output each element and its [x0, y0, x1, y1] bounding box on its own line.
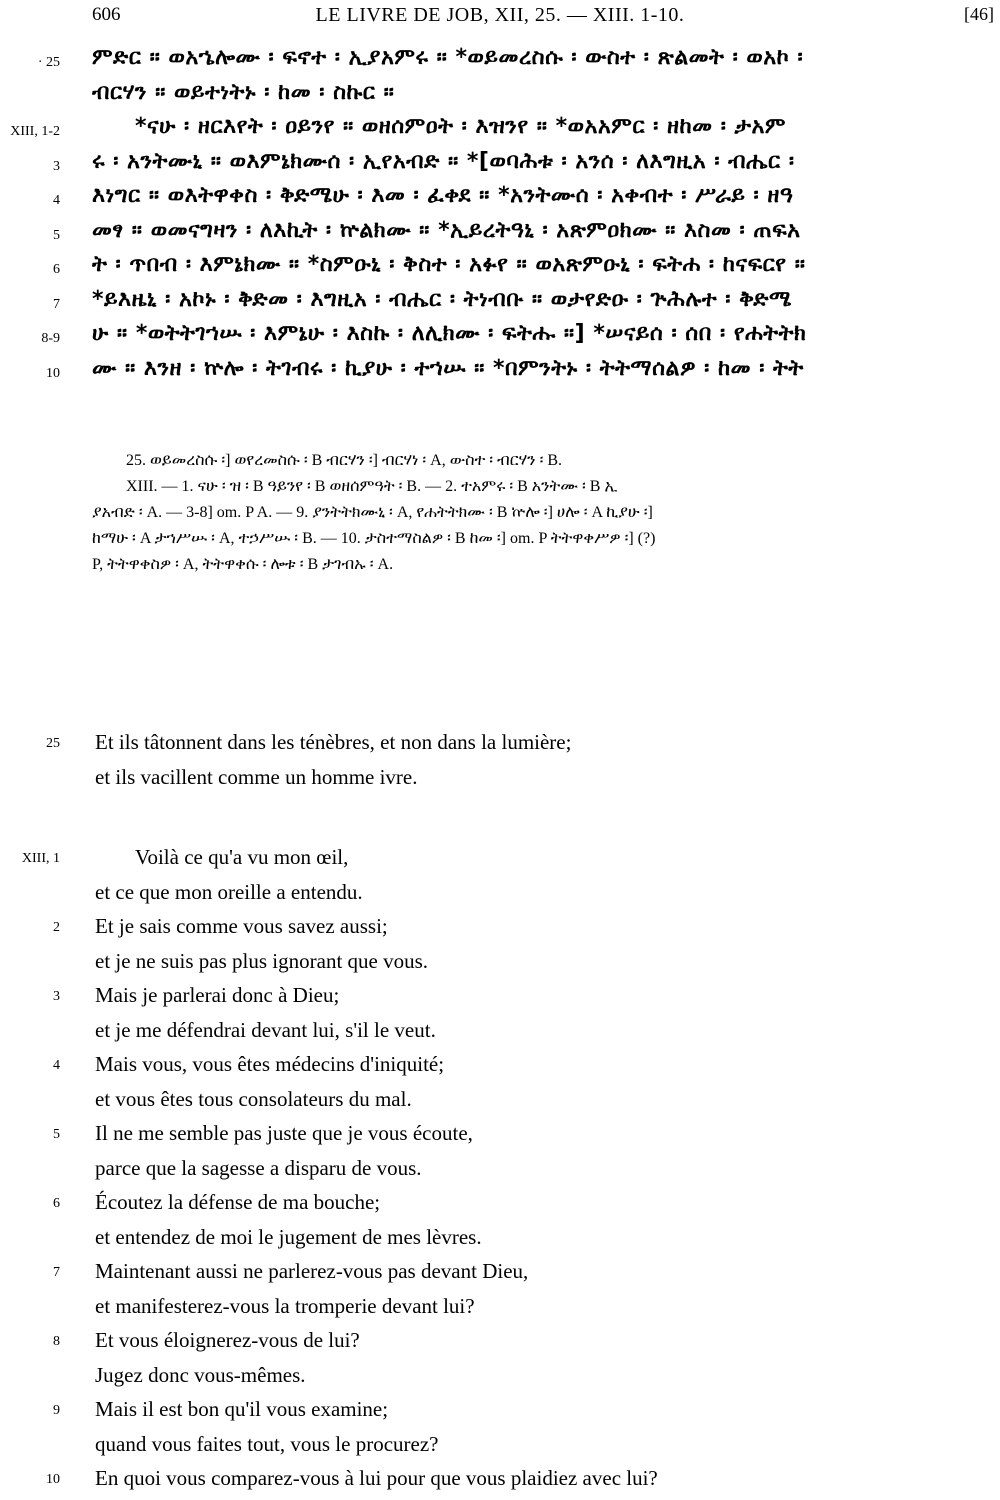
translation-verse-text: Et vous éloignerez-vous de lui? [95, 1328, 360, 1352]
apparatus-line: ከማሁ ፡ A ታኀሥሡ ፡ A, ተኃሥሡ ፡ B. — 10. ታስተማስልዎ ፡ B ከመ ፡] om. P ትትዋቀሥዎ ፡] (?) [92, 530, 656, 547]
verse-reference: 5 [53, 1127, 60, 1142]
ethiopic-line [0, 114, 1000, 148]
translation-verse-text: Mais je parlerai donc à Dieu; [95, 983, 340, 1007]
apparatus-line: 25. ወይመረስሱ ፡] ወየረመስሱ ፡ B ብርሃን ፡] ብርሃነ ፡ A, ውስተ ፡ ብርሃን ፡ B. [126, 452, 563, 469]
translation-line [0, 765, 1000, 795]
translation-verse-text: En quoi vous comparez-vous à lui pour que vous plaidiez avec lui? [95, 1466, 658, 1490]
translation-verse-text: Mais vous, vous êtes médecins d'iniquité; [95, 1052, 445, 1076]
translation-line [0, 880, 1000, 910]
translation-verse-text: et je me défendrai devant lui, s'il le veut. [95, 1017, 436, 1042]
ethiopic-verse-text: ሙ ። እንዘ ፡ ኵሎ ፡ ትገብሩ ፡ ኪያሁ ፡ ተኀሡ ። *በምንትኑ ፡ ትትማሰልዎ ፡ ከመ ፡ ትት [92, 355, 804, 381]
translation-line [0, 1397, 1000, 1427]
apparatus-line: XIII. — 1. ናሁ ፡ ዝ ፡ B ዓይንየ ፡ B ወዘሰምዓት ፡ B. — 2. ተአምሩ ፡ B አንትሙ ፡ B ኢ [126, 478, 618, 495]
ethiopic-line [0, 45, 1000, 79]
ethiopic-verse-text: ብርሃን ። ወይተነትኑ ፡ ከመ ፡ ስኩር ። [92, 79, 395, 105]
translation-verse-text: et manifesterez-vous la tromperie devant lui? [95, 1293, 475, 1318]
translation-line [0, 1087, 1000, 1117]
translation-line [0, 1190, 1000, 1220]
translation-line [0, 730, 1000, 760]
verse-reference: 4 [53, 193, 60, 208]
translation-verse-text: et je ne suis pas plus ignorant que vous. [95, 948, 429, 973]
translation-verse-text: Mais il est bon qu'il vous examine; [95, 1397, 389, 1421]
verse-reference: 8 [53, 1334, 60, 1349]
ethiopic-verse-text: ሩ ፡ አንትሙኒ ። ወእምኔክሙሰ ፡ ኢየአብድ ። *[ወባሕቱ ፡ አንሰ ፡ ለእግዚአ ፡ ብሔር ፡ [92, 148, 795, 174]
ethiopic-line [0, 80, 1000, 114]
verse-reference: 7 [53, 296, 60, 312]
verse-reference: 8-9 [41, 331, 60, 346]
translation-verse-text: Il ne me semble pas juste que je vous écoute, [95, 1121, 473, 1145]
ethiopic-line [0, 287, 1000, 321]
translation-line [0, 1466, 1000, 1496]
translation-line [0, 949, 1000, 979]
ethiopic-verse-text: እነግር ። ወእትዋቀስ ፡ ቅድሜሁ ፡ እመ ፡ ፈቀደ ። *አንትሙሰ ፡ አቀብተ ፡ ሥራይ ፡ ዘዓ [92, 183, 794, 208]
ethiopic-line [0, 321, 1000, 355]
verse-reference: 7 [53, 1265, 60, 1280]
folio-number: [46] [964, 4, 994, 24]
translation-line [0, 1259, 1000, 1289]
ethiopic-verse-text: *ናሁ ፡ ዘርእየት ፡ ዐይንየ ። ወዘሰምዐት ፡ እዝንየ ። *ወአአምር ፡ ዘከመ ፡ ታአም [135, 114, 786, 139]
translation-verse-text: et entendez de moi le jugement de mes lèvres. [95, 1224, 482, 1249]
translation-line [0, 1156, 1000, 1186]
verse-reference: XIII, 1 [21, 851, 60, 866]
translation-line [0, 845, 1000, 875]
verse-reference: 6 [53, 262, 60, 277]
verse-reference: 2 [53, 920, 60, 935]
verse-reference: 9 [53, 1403, 60, 1418]
verse-reference: XIII, 1-2 [10, 124, 60, 139]
running-title: LE LIVRE DE JOB, XII, 25. — XIII. 1-10. [315, 4, 685, 26]
ethiopic-verse-text: ምድር ። ወአኄሎሙ ፡ ፍኖተ ፡ ኢያአምሩ ። *ወይመረስሱ ፡ ውስተ ፡ ጽልመት ፡ ወአኮ ፡ [92, 45, 804, 70]
translation-verse-text: Et je sais comme vous savez aussi; [95, 914, 388, 938]
translation-line [0, 1225, 1000, 1255]
translation-line [0, 1363, 1000, 1393]
verse-reference: 10 [46, 1472, 60, 1487]
translation-verse-text: parce que la sagesse a disparu de vous. [95, 1155, 422, 1180]
ethiopic-verse-text: ት ፡ ጥበብ ፡ እምኔክሙ ። *ስምዑኒ ፡ ቅስተ ፡ አፉየ ። ወአጽምዑኒ ፡ ፍትሐ ፡ ከናፍርየ ። [92, 252, 806, 277]
ethiopic-line [0, 183, 1000, 217]
ethiopic-verse-text: ሁ ። *ወትትገኀሡ ፡ እምኔሁ ፡ እስኩ ፡ ለሊክሙ ፡ ፍትሑ ።] *ሠናይሰ ፡ ሰበ ፡ የሐትትክ [92, 321, 807, 346]
translation-verse-text: Maintenant aussi ne parlerez-vous pas devant Dieu, [95, 1259, 529, 1283]
verse-reference: 4 [53, 1058, 60, 1073]
translation-line [0, 1328, 1000, 1358]
translation-line [0, 983, 1000, 1013]
translation-line [0, 1294, 1000, 1324]
ethiopic-line [0, 356, 1000, 390]
ethiopic-verse-text: መፃ ። ወመናግዛን ፡ ለእኪት ፡ ኵልክሙ ። *ኢይረትዓኒ ፡ አጽምዐክሙ ። እስመ ፡ ጠፍአ [92, 217, 801, 243]
translation-verse-text: Écoutez la défense de ma bouche; [95, 1190, 381, 1214]
verse-reference: 25 [46, 736, 60, 751]
verse-reference: 3 [53, 989, 60, 1004]
translation-line [0, 1018, 1000, 1048]
verse-reference: · 25 [37, 55, 60, 70]
translation-verse-text: et ce que mon oreille a entendu. [95, 879, 363, 904]
translation-verse-text: Et ils tâtonnent dans les ténèbres, et non dans la lumière; [95, 730, 572, 754]
translation-verse-text: Jugez donc vous-mêmes. [95, 1362, 306, 1387]
translation-line [0, 1432, 1000, 1462]
verse-reference: 10 [46, 365, 60, 381]
translation-verse-text: et ils vacillent comme un homme ivre. [95, 764, 418, 789]
page-number: 606 [92, 4, 121, 25]
apparatus-line: ያአብድ ፡ A. — 3-8] om. P A. — 9. ያንትትክሙኒ ፡ A, የሐትትክሙ ፡ B ኵሎ ፡] ሀሎ ፡ A ኪያሁ ፡] [92, 504, 653, 521]
ethiopic-line [0, 149, 1000, 183]
page-header [0, 4, 1000, 34]
verse-reference: 6 [53, 1196, 60, 1211]
verse-reference: 3 [53, 158, 60, 174]
translation-line [0, 914, 1000, 944]
translation-verse-text: et vous êtes tous consolateurs du mal. [95, 1086, 412, 1111]
translation-line [0, 1121, 1000, 1151]
ethiopic-line [0, 252, 1000, 286]
ethiopic-line [0, 218, 1000, 252]
ethiopic-verse-text: *ይእዜኒ ፡ አኮኑ ፡ ቅድመ ፡ እግዚአ ፡ ብሔር ፡ ትነብቡ ። ወታየድዑ ፡ ጕሕሉተ ፡ ቅድሜ [92, 286, 792, 312]
translation-line [0, 1052, 1000, 1082]
translation-verse-text: Voilà ce qu'a vu mon œil, [135, 845, 349, 869]
translation-verse-text: quand vous faites tout, vous le procurez? [95, 1431, 439, 1456]
apparatus-line: P, ትትዋቀስዎ ፡ A, ትትዋቀሱ ፡ ሎቱ ፡ B ታገብኡ ፡ A. [92, 556, 394, 573]
verse-reference: 5 [53, 227, 60, 243]
